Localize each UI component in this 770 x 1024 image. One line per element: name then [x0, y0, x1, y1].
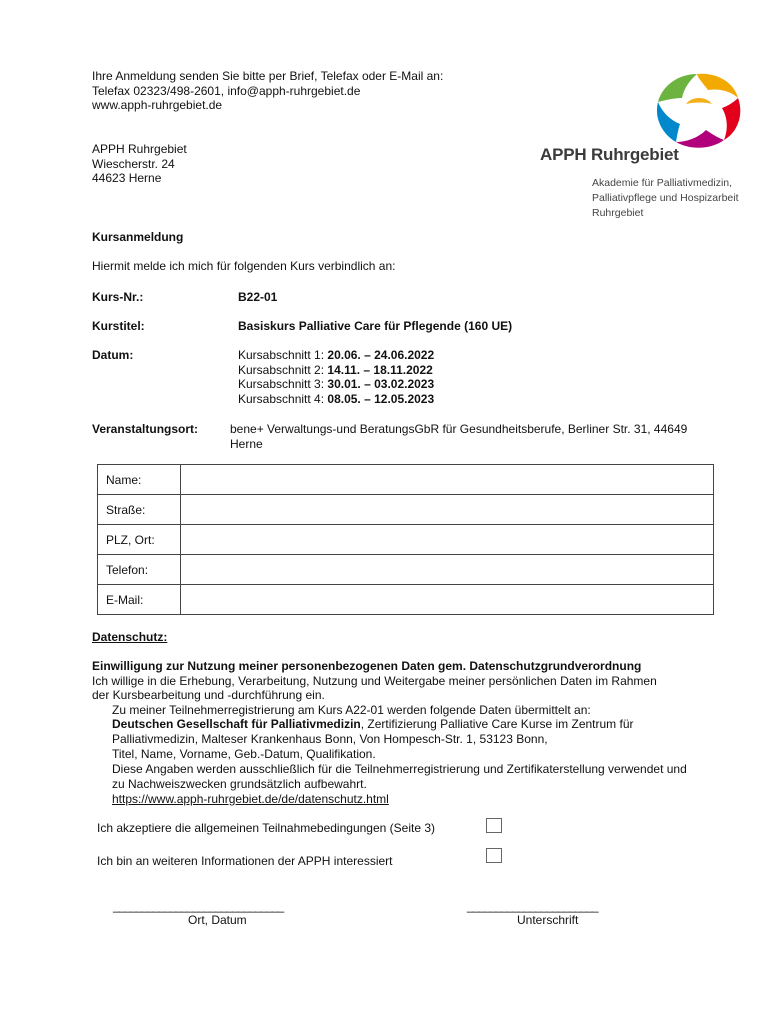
address-line-3: 44623 Herne	[92, 171, 162, 185]
intro-text: Hiermit melde ich mich für folgenden Kurs verbindlich an:	[92, 259, 396, 273]
brand-name: APPH Ruhrgebiet	[540, 145, 679, 164]
form-row-name	[98, 465, 714, 495]
form-row-phone	[98, 555, 714, 585]
brand-subtitle	[592, 176, 739, 221]
email-label: E-Mail:	[98, 585, 181, 615]
contact-line-3: www.apph-ruhrgebiet.de	[92, 98, 223, 112]
detail-line-3: Diese Angaben werden ausschließlich für die Teilnehmerregistrierung und Zertifikaterstellung verwendet und	[112, 762, 687, 776]
name-field[interactable]	[181, 465, 714, 495]
form-row-city	[98, 525, 714, 555]
privacy-heading: Datenschutz:	[92, 630, 168, 644]
venue-label: Veranstaltungsort:	[92, 422, 199, 436]
consent-line-2: der Kursbearbeitung und -durchführung ein.	[92, 688, 325, 702]
terms-checkbox-label: Ich akzeptiere die allgemeinen Teilnahmebedingungen (Seite 3)	[97, 821, 436, 835]
course-section-2: Kursabschnitt 2: 14.11. – 18.11.2022	[238, 362, 433, 377]
brand-subtitle-line-3: Ruhrgebiet	[592, 207, 644, 219]
street-label: Straße:	[98, 495, 181, 525]
course-section-3: Kursabschnitt 3: 30.01. – 03.02.2023	[238, 377, 435, 391]
course-title-label: Kurstitel:	[92, 319, 145, 333]
course-title-value: Basiskurs Palliative Care für Pflegende (160 UE)	[238, 319, 513, 333]
course-date-label: Datum:	[92, 348, 134, 362]
address-line-1: APPH Ruhrgebiet	[92, 142, 187, 156]
zip-city-label: PLZ, Ort:	[98, 525, 181, 555]
course-date-list	[238, 348, 434, 406]
email-field[interactable]	[181, 585, 714, 615]
brand-subtitle-line-1: Akademie für Palliativmedizin,	[592, 177, 733, 189]
info-checkbox-label: Ich bin an weiteren Informationen der APPH interessiert	[97, 854, 393, 868]
course-nr-label: Kurs-Nr.:	[92, 290, 144, 304]
detail-line-1: Palliativmedizin, Malteser Krankenhaus Bonn, Von Hompesch-Str. 1, 53123 Bonn,	[112, 732, 548, 746]
venue-line-1: bene+ Verwaltungs-und BeratungsGbR für Gesundheitsberufe, Berliner Str. 31, 44649	[230, 422, 688, 436]
privacy-subheading: Einwilligung zur Nutzung meiner personenbezogenen Daten gem. Datenschutzgrundverordnung	[92, 659, 642, 673]
terms-checkbox[interactable]	[486, 818, 502, 833]
date-signature-label: Ort, Datum	[188, 913, 247, 927]
signature-line: _______________________	[467, 899, 598, 913]
phone-label: Telefon:	[98, 555, 181, 585]
form-row-street	[98, 495, 714, 525]
contact-line-2: Telefax 02323/498-2601, info@apph-ruhrgebiet.de	[92, 84, 361, 98]
course-section-4: Kursabschnitt 4: 08.05. – 12.05.2023	[238, 391, 435, 406]
brand-subtitle-line-2: Palliativpflege und Hospizarbeit	[592, 192, 739, 204]
venue-value	[230, 422, 687, 451]
registration-line: Zu meiner Teilnehmerregistrierung am Kurs A22-01 werden folgende Daten übermittelt an:	[112, 703, 591, 717]
detail-line-4: zu Nachweiszwecken grundsätzlich aufbewahrt.	[112, 777, 367, 791]
document-title: Kursanmeldung	[92, 230, 184, 244]
info-checkbox[interactable]	[486, 848, 502, 863]
zip-city-field[interactable]	[181, 525, 714, 555]
registration-form	[97, 464, 714, 615]
address-line-2: Wiescherstr. 24	[92, 157, 175, 171]
phone-field[interactable]	[181, 555, 714, 585]
dgp-line: Deutschen Gesellschaft für Palliativmedizin, Zertifizierung Palliative Care Kurse im Zentrum für	[112, 717, 634, 731]
street-field[interactable]	[181, 495, 714, 525]
detail-line-2: Titel, Name, Vorname, Geb.-Datum, Qualifikation.	[112, 747, 376, 761]
course-nr-value: B22-01	[238, 290, 278, 304]
course-section-1: Kursabschnitt 1: 20.06. – 24.06.2022	[238, 348, 435, 362]
contact-line-1: Ihre Anmeldung senden Sie bitte per Brief, Telefax oder E-Mail an:	[92, 69, 444, 83]
consent-line-1: Ich willige in die Erhebung, Verarbeitung, Nutzung und Weitergabe meiner persönlichen Daten im Rahmen	[92, 674, 657, 688]
date-signature-line: ______________________________	[113, 899, 284, 913]
privacy-link[interactable]: https://www.apph-ruhrgebiet.de/de/datenschutz.html	[112, 792, 389, 806]
apph-logo-icon	[650, 68, 744, 150]
name-label: Name:	[98, 465, 181, 495]
venue-line-2: Herne	[230, 436, 263, 451]
form-row-email	[98, 585, 714, 615]
signature-label: Unterschrift	[517, 913, 579, 927]
